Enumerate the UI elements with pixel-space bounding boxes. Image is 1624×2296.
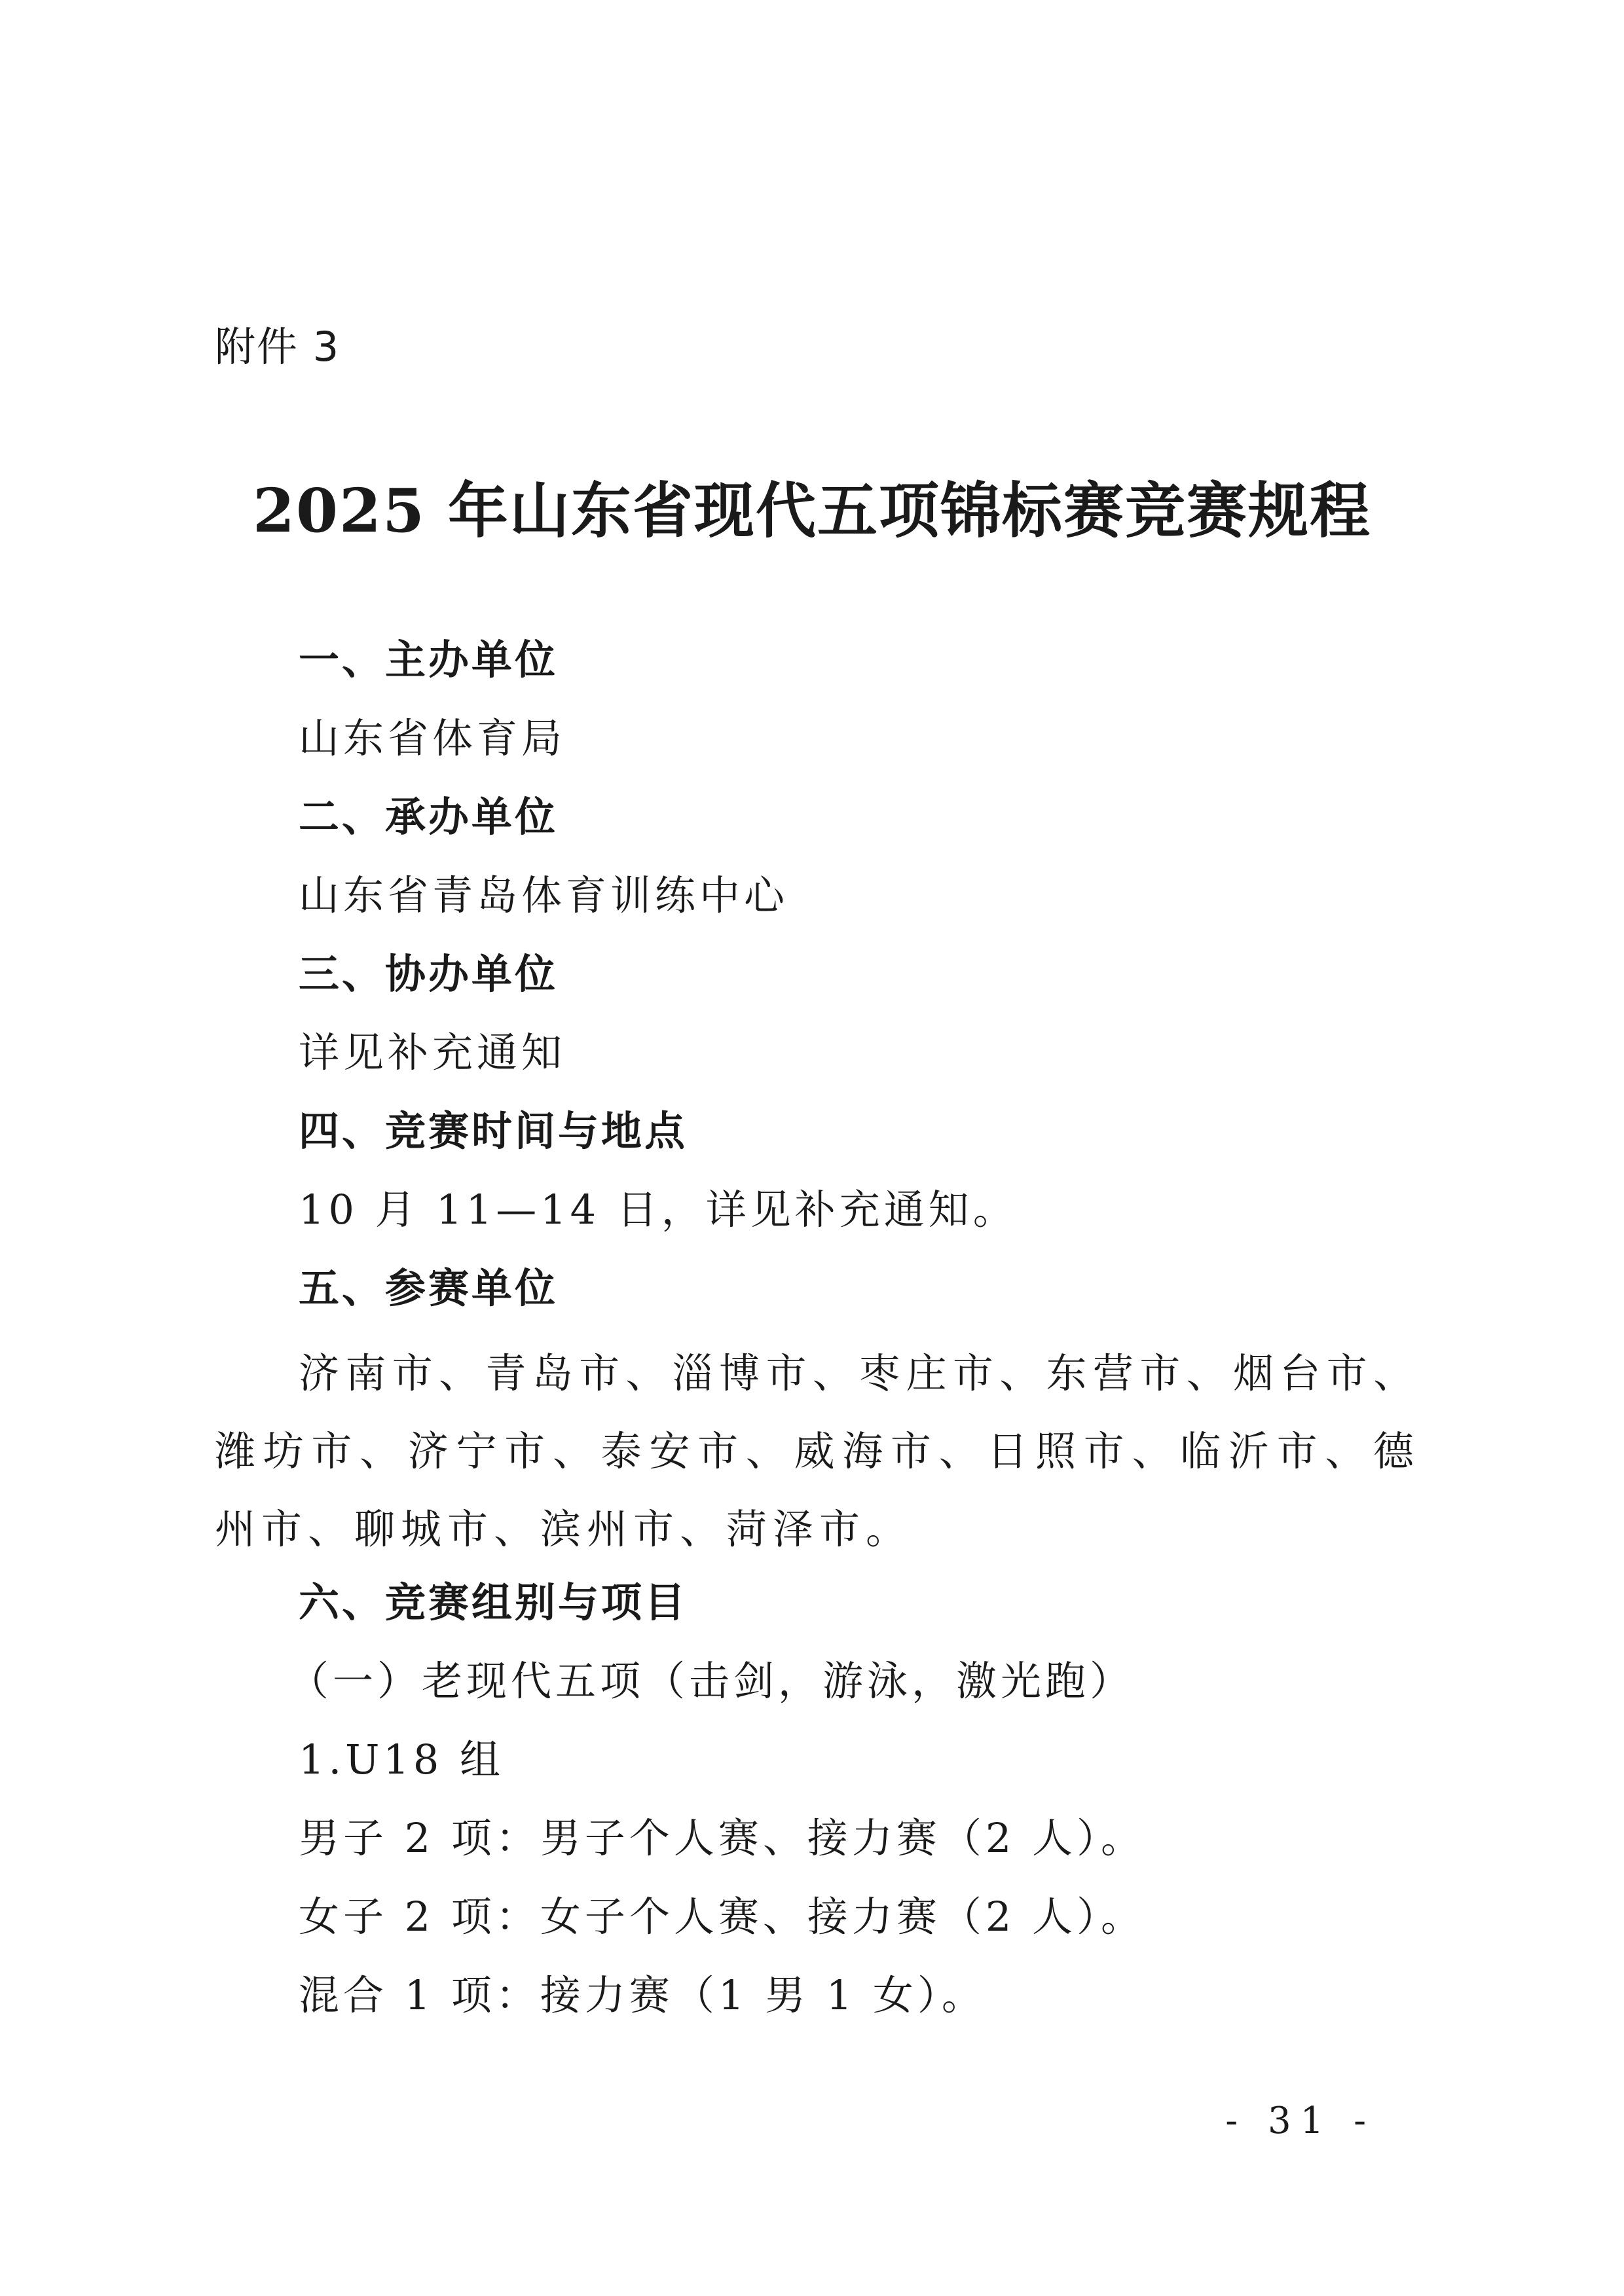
- section-content-participants: 济南市、青岛市、淄博市、枣庄市、东营市、烟台市、潍坊市、济宁市、泰安市、威海市、日照市、临沂市、德州市、聊城市、滨州市、菏泽市。: [215, 1349, 1420, 1553]
- section-content-host: 山东省青岛体育训练中心: [299, 871, 789, 919]
- women-events: 女子 2 项：女子个人赛、接力赛（2 人）。: [299, 1893, 1146, 1941]
- section-heading-participants: 五、参赛单位: [299, 1264, 559, 1312]
- subsection-old-pentathlon: （一）老现代五项（击剑，游泳，激光跑）: [288, 1657, 1135, 1705]
- attachment-label: 附件 3: [215, 323, 341, 371]
- section-heading-organizer: 一、主办单位: [299, 636, 559, 683]
- document-title: 2025 年山东省现代五项锦标赛竞赛规程: [252, 475, 1372, 546]
- section-heading-co-organizer: 三、协办单位: [299, 950, 559, 998]
- section-heading-time-venue: 四、竞赛时间与地点: [299, 1107, 688, 1155]
- section-content-time-venue: 10 月 11—14 日，详见补充通知。: [299, 1186, 1018, 1233]
- men-events: 男子 2 项：男子个人赛、接力赛（2 人）。: [299, 1814, 1146, 1862]
- group-u18: 1.U18 组: [299, 1736, 505, 1783]
- section-heading-host: 二、承办单位: [299, 793, 559, 841]
- mixed-events: 混合 1 项：接力赛（1 男 1 女）。: [299, 1971, 986, 2019]
- section-content-organizer: 山东省体育局: [299, 714, 566, 762]
- section-content-co-organizer: 详见补充通知: [299, 1029, 566, 1076]
- section-heading-groups-events: 六、竞赛组别与项目: [299, 1578, 688, 1626]
- page-number: - 31 -: [1225, 2100, 1375, 2142]
